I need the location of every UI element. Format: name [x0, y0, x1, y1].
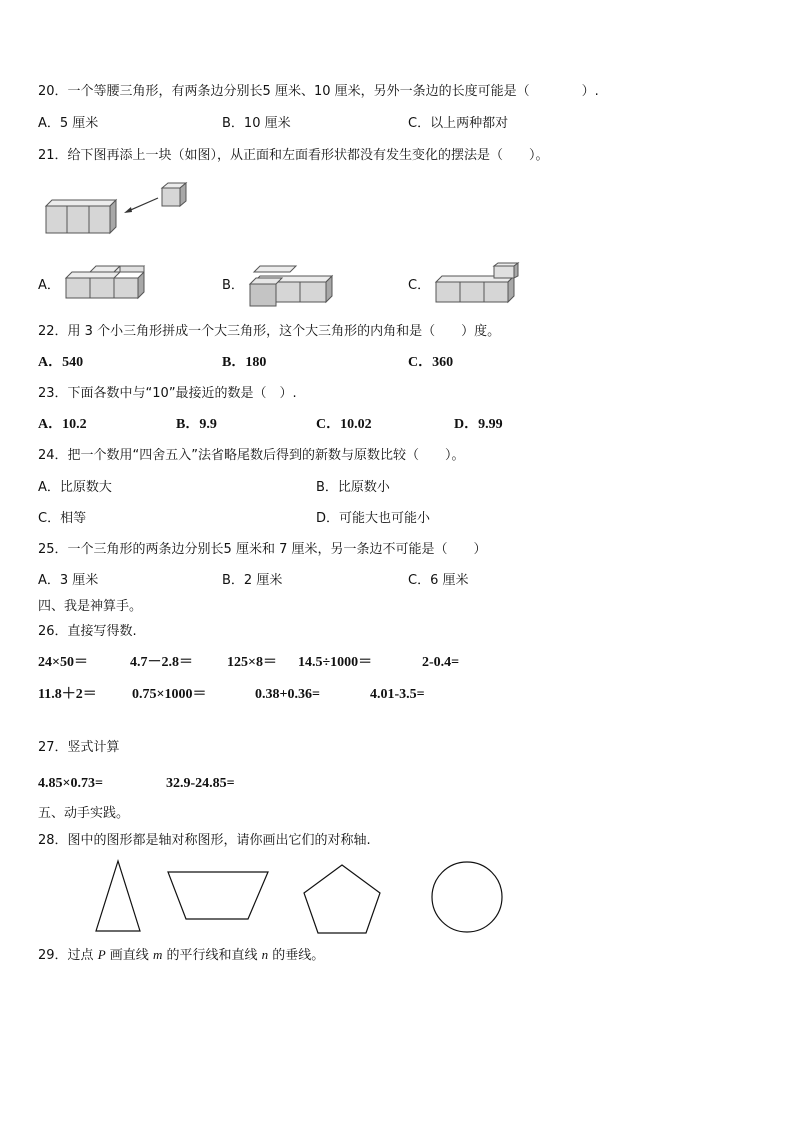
q24-stem: 24．把一个数用“四舍五入”法省略尾数后得到的新数与原数比较（ ）。 — [38, 448, 465, 463]
q26-row2-item4: 4.01-3.5= — [370, 687, 425, 702]
q21-option-a-figure — [62, 264, 152, 304]
q26-row1-item3: 125×8＝ — [227, 655, 277, 670]
q26-row1-item1: 24×50＝ — [38, 655, 88, 670]
q22-option-a: A．540 — [38, 355, 84, 370]
q27-item1: 4.85×0.73= — [38, 776, 103, 791]
q24-option-b: B．比原数小 — [316, 480, 390, 495]
q21-option-c-figure — [432, 262, 522, 304]
q29-text-pre: 29．过点 — [38, 948, 94, 963]
q29-line-m: m — [152, 947, 163, 962]
q24-option-d: D．可能大也可能小 — [316, 511, 431, 526]
q25-stem: 25．一个三角形的两条边分别长5 厘米和 7 厘米，另一条边不可能是（ ） — [38, 542, 487, 557]
q29-text-mid2: 的平行线和直线 — [166, 948, 258, 963]
q21-stem: 21．给下图再添上一块（如图），从正面和左面看形状都没有发生变化的摆法是（ ）。 — [38, 148, 549, 163]
trapezoid-shape — [168, 872, 268, 919]
pentagon-shape — [304, 865, 380, 933]
q27-item2: 32.9-24.85= — [166, 776, 235, 791]
q29-point-p: P — [97, 947, 106, 962]
q23-option-d: D．9.99 — [454, 417, 503, 432]
q21-option-b: B． — [222, 278, 244, 293]
q29-stem — [38, 947, 324, 964]
q24-option-c: C．相等 — [38, 511, 87, 526]
triangle-shape — [96, 861, 140, 931]
q20-option-a: A．5 厘米 — [38, 116, 99, 131]
q25-option-c: C．6 厘米 — [408, 573, 469, 588]
q26-row2-item3: 0.38+0.36= — [255, 687, 320, 702]
q20-option-b: B．10 厘米 — [222, 116, 291, 131]
q20-option-c: C．以上两种都对 — [408, 116, 509, 131]
q29-text-mid: 画直线 — [109, 948, 149, 963]
q26-row1-item5: 2-0.4= — [422, 655, 460, 670]
q29-text-post: 的垂线。 — [272, 948, 325, 963]
q21-option-b-figure — [246, 264, 336, 308]
q26-row2-item2: 0.75×1000＝ — [132, 687, 207, 702]
q21-figure — [40, 182, 200, 242]
q23-stem: 23．下面各数中与“10”最接近的数是（ ）. — [38, 386, 297, 401]
q22-option-b: B．180 — [222, 355, 267, 370]
q25-option-b: B．2 厘米 — [222, 573, 283, 588]
q25-option-a: A．3 厘米 — [38, 573, 99, 588]
q22-stem: 22．用 3 个小三角形拼成一个大三角形，这个大三角形的内角和是（ ）度。 — [38, 324, 501, 339]
q28-stem: 28．图中的图形都是轴对称图形，请你画出它们的对称轴. — [38, 833, 371, 848]
q26-row2-item1: 11.8＋2＝ — [38, 687, 97, 702]
q23-option-b: B．9.9 — [176, 417, 217, 432]
section-5-heading: 五、动手实践。 — [38, 806, 130, 821]
section-4-heading: 四、我是神算手。 — [38, 599, 143, 614]
q26-stem: 26．直接写得数. — [38, 624, 137, 639]
q21-option-c: C． — [408, 278, 431, 293]
q24-option-a: A．比原数大 — [38, 480, 112, 495]
q21-option-a: A． — [38, 278, 60, 293]
q27-stem: 27．竖式计算 — [38, 740, 120, 755]
q26-row1-item2: 4.7－2.8＝ — [130, 655, 193, 670]
q23-option-c: C．10.02 — [316, 417, 372, 432]
q26-row1-item4: 14.5÷1000＝ — [298, 655, 373, 670]
q20-stem: 20．一个等腰三角形，有两条边分别长5 厘米、10 厘米，另外一条边的长度可能是（ ）. — [38, 84, 599, 99]
q23-option-a: A．10.2 — [38, 417, 87, 432]
circle-shape — [432, 862, 502, 932]
q28-shapes — [0, 855, 794, 940]
q22-option-c: C．360 — [408, 355, 454, 370]
q29-line-n: n — [261, 947, 269, 962]
